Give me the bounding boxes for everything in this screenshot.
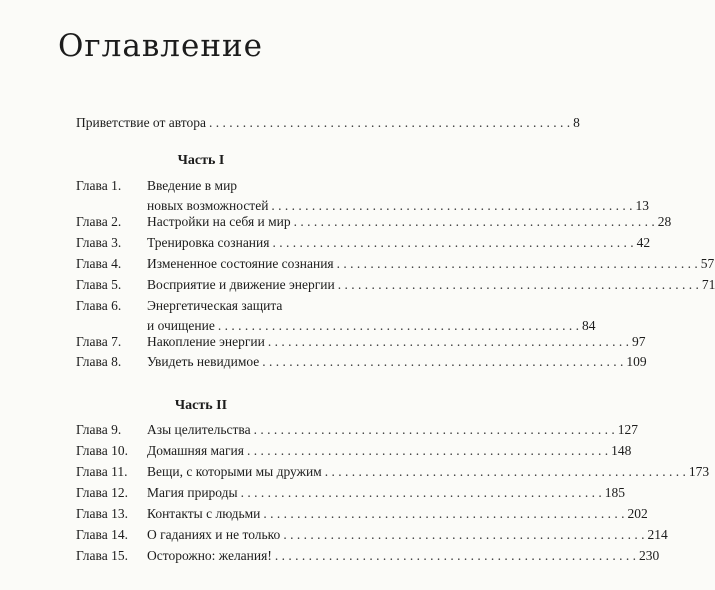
toc-entry-intro[interactable] (76, 113, 580, 133)
entry-title: Введение в мир (147, 178, 238, 193)
toc-entry[interactable] (76, 483, 625, 503)
dot-leader (272, 233, 633, 253)
entry-title: Энергетическая защита (147, 298, 283, 313)
toc-entry[interactable] (76, 212, 672, 232)
dot-leader (263, 504, 624, 524)
entry-title: Азы целительства (147, 422, 251, 437)
toc-entry[interactable] (76, 504, 648, 524)
chapter-label: Глава 6. (76, 298, 122, 313)
part-heading: Часть II (174, 398, 228, 413)
toc-entry[interactable] (76, 525, 668, 545)
dot-leader (262, 352, 623, 372)
entry-title: Магия природы (147, 485, 238, 500)
page-number: 148 (611, 443, 632, 458)
entry-title-cont: и очищение (147, 318, 215, 333)
chapter-label: Глава 2. (76, 214, 122, 229)
page-number: 109 (626, 354, 647, 369)
dot-leader (209, 113, 570, 133)
dot-leader (325, 462, 686, 482)
part-heading: Часть I (177, 153, 225, 168)
toc-entry[interactable] (76, 332, 646, 352)
page-number: 230 (638, 548, 660, 563)
dot-leader (294, 212, 655, 232)
chapter-label: Глава 9. (76, 422, 122, 437)
chapter-label: Глава 1. (76, 178, 122, 193)
chapter-label: Глава 4. (76, 256, 122, 271)
dot-leader (337, 254, 698, 274)
toc-entry[interactable] (76, 275, 715, 295)
toc-entry[interactable] (76, 352, 647, 372)
page-number: 42 (636, 235, 651, 250)
dot-leader (275, 546, 636, 566)
page-number: 97 (632, 334, 646, 349)
entry-title: Вещи, с которыми мы дружим (147, 464, 322, 479)
entry-title: О гаданиях и не только (147, 527, 281, 542)
entry-title: Осторожно: желания! (147, 548, 272, 563)
entry-title: Тренировка сознания (147, 235, 270, 250)
toc-entry[interactable] (76, 441, 632, 461)
chapter-label: Глава 10. (76, 443, 128, 458)
page-number: 13 (635, 198, 650, 213)
dot-leader (254, 420, 615, 440)
chapter-label: Глава 11. (76, 464, 128, 479)
chapter-label: Глава 15. (76, 548, 128, 563)
entry-title: Увидеть невидимое (147, 354, 260, 369)
page-number: 214 (647, 527, 668, 542)
page-number: 185 (604, 485, 625, 500)
entry-title: Домашняя магия (147, 443, 244, 458)
page-number: 84 (581, 318, 596, 333)
dot-leader (241, 483, 602, 503)
page-number: 202 (627, 506, 648, 521)
page-number: 57 (700, 256, 715, 271)
dot-leader (338, 275, 699, 295)
toc-entry[interactable] (76, 254, 715, 274)
toc-entry[interactable] (76, 296, 596, 336)
chapter-label: Глава 5. (76, 277, 122, 292)
dot-leader (283, 525, 644, 545)
entry-title: Контакты с людьми (147, 506, 261, 521)
toc-entry[interactable] (76, 233, 651, 253)
entry-title: Приветствие от автора (76, 115, 207, 130)
toc-entry[interactable] (76, 546, 660, 566)
chapter-label: Глава 3. (76, 235, 122, 250)
page-number: 173 (688, 464, 710, 479)
toc-entry[interactable] (76, 462, 710, 482)
entry-title-cont: новых возможностей (147, 198, 269, 213)
entry-title: Настройки на себя и мир (147, 214, 291, 229)
entry-title: Измененное состояние сознания (147, 256, 334, 271)
entry-title: Восприятие и движение энергии (147, 277, 335, 292)
page-number: 8 (573, 115, 580, 130)
chapter-label: Глава 14. (76, 527, 128, 542)
chapter-label: Глава 13. (76, 506, 128, 521)
chapter-label: Глава 12. (76, 485, 128, 500)
page-number: 71 (701, 277, 715, 292)
page-number: 127 (617, 422, 638, 437)
page-title: Оглавление (58, 28, 263, 64)
chapter-label: Глава 8. (76, 354, 122, 369)
page-number: 28 (657, 214, 672, 229)
dot-leader (247, 441, 608, 461)
chapter-label: Глава 7. (76, 334, 122, 349)
toc-entry[interactable] (76, 176, 650, 216)
dot-leader (268, 332, 629, 352)
toc-entry[interactable] (76, 420, 638, 440)
entry-title: Накопление энергии (147, 334, 265, 349)
